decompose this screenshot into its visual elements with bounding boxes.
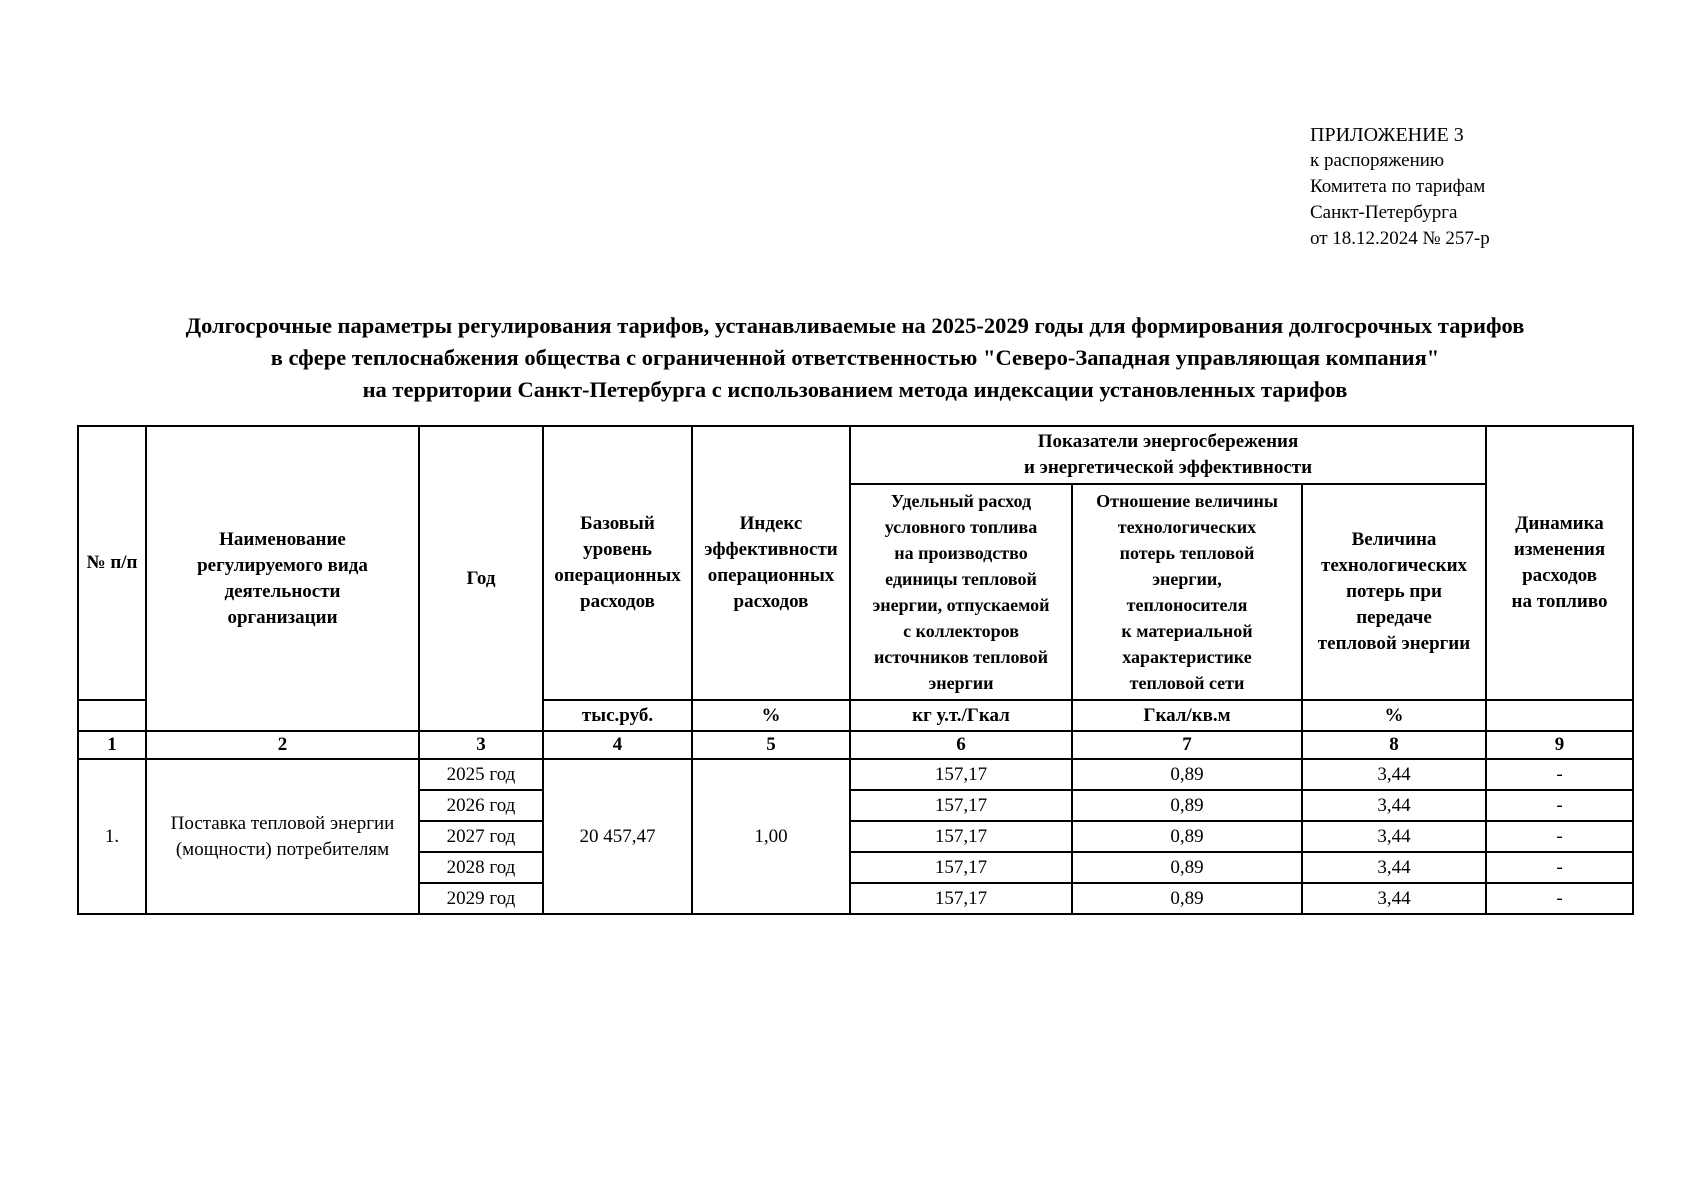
column-number: 5: [692, 731, 850, 759]
table-row: [78, 759, 1633, 790]
unit-efficiency-index: %: [692, 700, 850, 731]
column-number: 3: [419, 731, 543, 759]
year-cell: 2029 год: [419, 883, 543, 914]
column-number: 8: [1302, 731, 1486, 759]
unit-fuel-rate: кг у.т./Гкал: [850, 700, 1072, 731]
fuel-rate-cell: 157,17: [850, 821, 1072, 852]
header-activity: Наименование регулируемого вида деятельности организации: [146, 426, 419, 731]
appendix-city: Санкт-Петербурга: [1310, 202, 1458, 223]
fuel-dynamics-cell: -: [1486, 821, 1633, 852]
loss-value-cell: 3,44: [1302, 790, 1486, 821]
column-number: 1: [78, 731, 146, 759]
loss-ratio-cell: 0,89: [1072, 852, 1302, 883]
unit-fuel-dynamics-empty: [1486, 700, 1633, 731]
header-year: Год: [419, 426, 543, 731]
loss-ratio-cell: 0,89: [1072, 790, 1302, 821]
unit-base-level: тыс.руб.: [543, 700, 692, 731]
column-number: 6: [850, 731, 1072, 759]
title-line-2: в сфере теплоснабжения общества с ограниченной ответственностью "Северо-Западная управляющая компания": [270, 345, 1440, 370]
loss-value-cell: 3,44: [1302, 852, 1486, 883]
header-loss-ratio: Отношение величины технологических потерь тепловой энергии, теплоносителя к материальной характеристике тепловой сети: [1072, 484, 1302, 700]
year-cell: 2028 год: [419, 852, 543, 883]
title-line-3: на территории Санкт-Петербурга с использованием метода индексации установленных тарифов: [362, 377, 1348, 402]
header-energy-group: Показатели энергосбережения и энергетической эффективности: [850, 426, 1486, 484]
column-number: 7: [1072, 731, 1302, 759]
fuel-dynamics-cell: -: [1486, 759, 1633, 790]
fuel-dynamics-cell: -: [1486, 883, 1633, 914]
appendix-ref: к распоряжению: [1310, 150, 1445, 171]
fuel-dynamics-cell: -: [1486, 852, 1633, 883]
fuel-rate-cell: 157,17: [850, 759, 1072, 790]
unit-loss-value: %: [1302, 700, 1486, 731]
appendix-label: ПРИЛОЖЕНИЕ 3: [1310, 124, 1464, 146]
unit-num-empty: [78, 700, 146, 731]
title-line-1: Долгосрочные параметры регулирования тарифов, устанавливаемые на 2025-2029 годы для формирования долгосрочных тарифов: [185, 313, 1525, 338]
loss-value-cell: 3,44: [1302, 759, 1486, 790]
row-efficiency-index: 1,00: [692, 759, 850, 914]
appendix-block: [1310, 122, 1650, 252]
row-activity: Поставка тепловой энергии (мощности) потребителям: [146, 759, 419, 914]
year-cell: 2025 год: [419, 759, 543, 790]
loss-ratio-cell: 0,89: [1072, 821, 1302, 852]
appendix-date: от 18.12.2024 № 257-р: [1310, 228, 1490, 249]
loss-ratio-cell: 0,89: [1072, 883, 1302, 914]
header-fuel-dynamics: Динамика изменения расходов на топливо: [1486, 426, 1633, 700]
fuel-rate-cell: 157,17: [850, 883, 1072, 914]
row-num: 1.: [78, 759, 146, 914]
tariff-parameters-table: [77, 425, 1634, 915]
column-number: 2: [146, 731, 419, 759]
loss-value-cell: 3,44: [1302, 821, 1486, 852]
year-cell: 2027 год: [419, 821, 543, 852]
header-num: № п/п: [78, 426, 146, 700]
header-loss-value: Величина технологических потерь при передаче тепловой энергии: [1302, 484, 1486, 700]
header-base-level: Базовый уровень операционных расходов: [543, 426, 692, 700]
document-title: [60, 310, 1650, 406]
column-number: 4: [543, 731, 692, 759]
year-cell: 2026 год: [419, 790, 543, 821]
column-number: 9: [1486, 731, 1633, 759]
fuel-rate-cell: 157,17: [850, 852, 1072, 883]
header-fuel-rate: Удельный расход условного топлива на производство единицы тепловой энергии, отпускаемой с коллекторов источников тепловой энергии: [850, 484, 1072, 700]
column-numbers-row: [78, 731, 1633, 759]
appendix-committee: Комитета по тарифам: [1310, 176, 1486, 197]
row-base-level: 20 457,47: [543, 759, 692, 914]
fuel-rate-cell: 157,17: [850, 790, 1072, 821]
loss-value-cell: 3,44: [1302, 883, 1486, 914]
fuel-dynamics-cell: -: [1486, 790, 1633, 821]
unit-loss-ratio: Гкал/кв.м: [1072, 700, 1302, 731]
header-group-row: [78, 426, 1633, 484]
loss-ratio-cell: 0,89: [1072, 759, 1302, 790]
header-efficiency-index: Индекс эффективности операционных расходов: [692, 426, 850, 700]
